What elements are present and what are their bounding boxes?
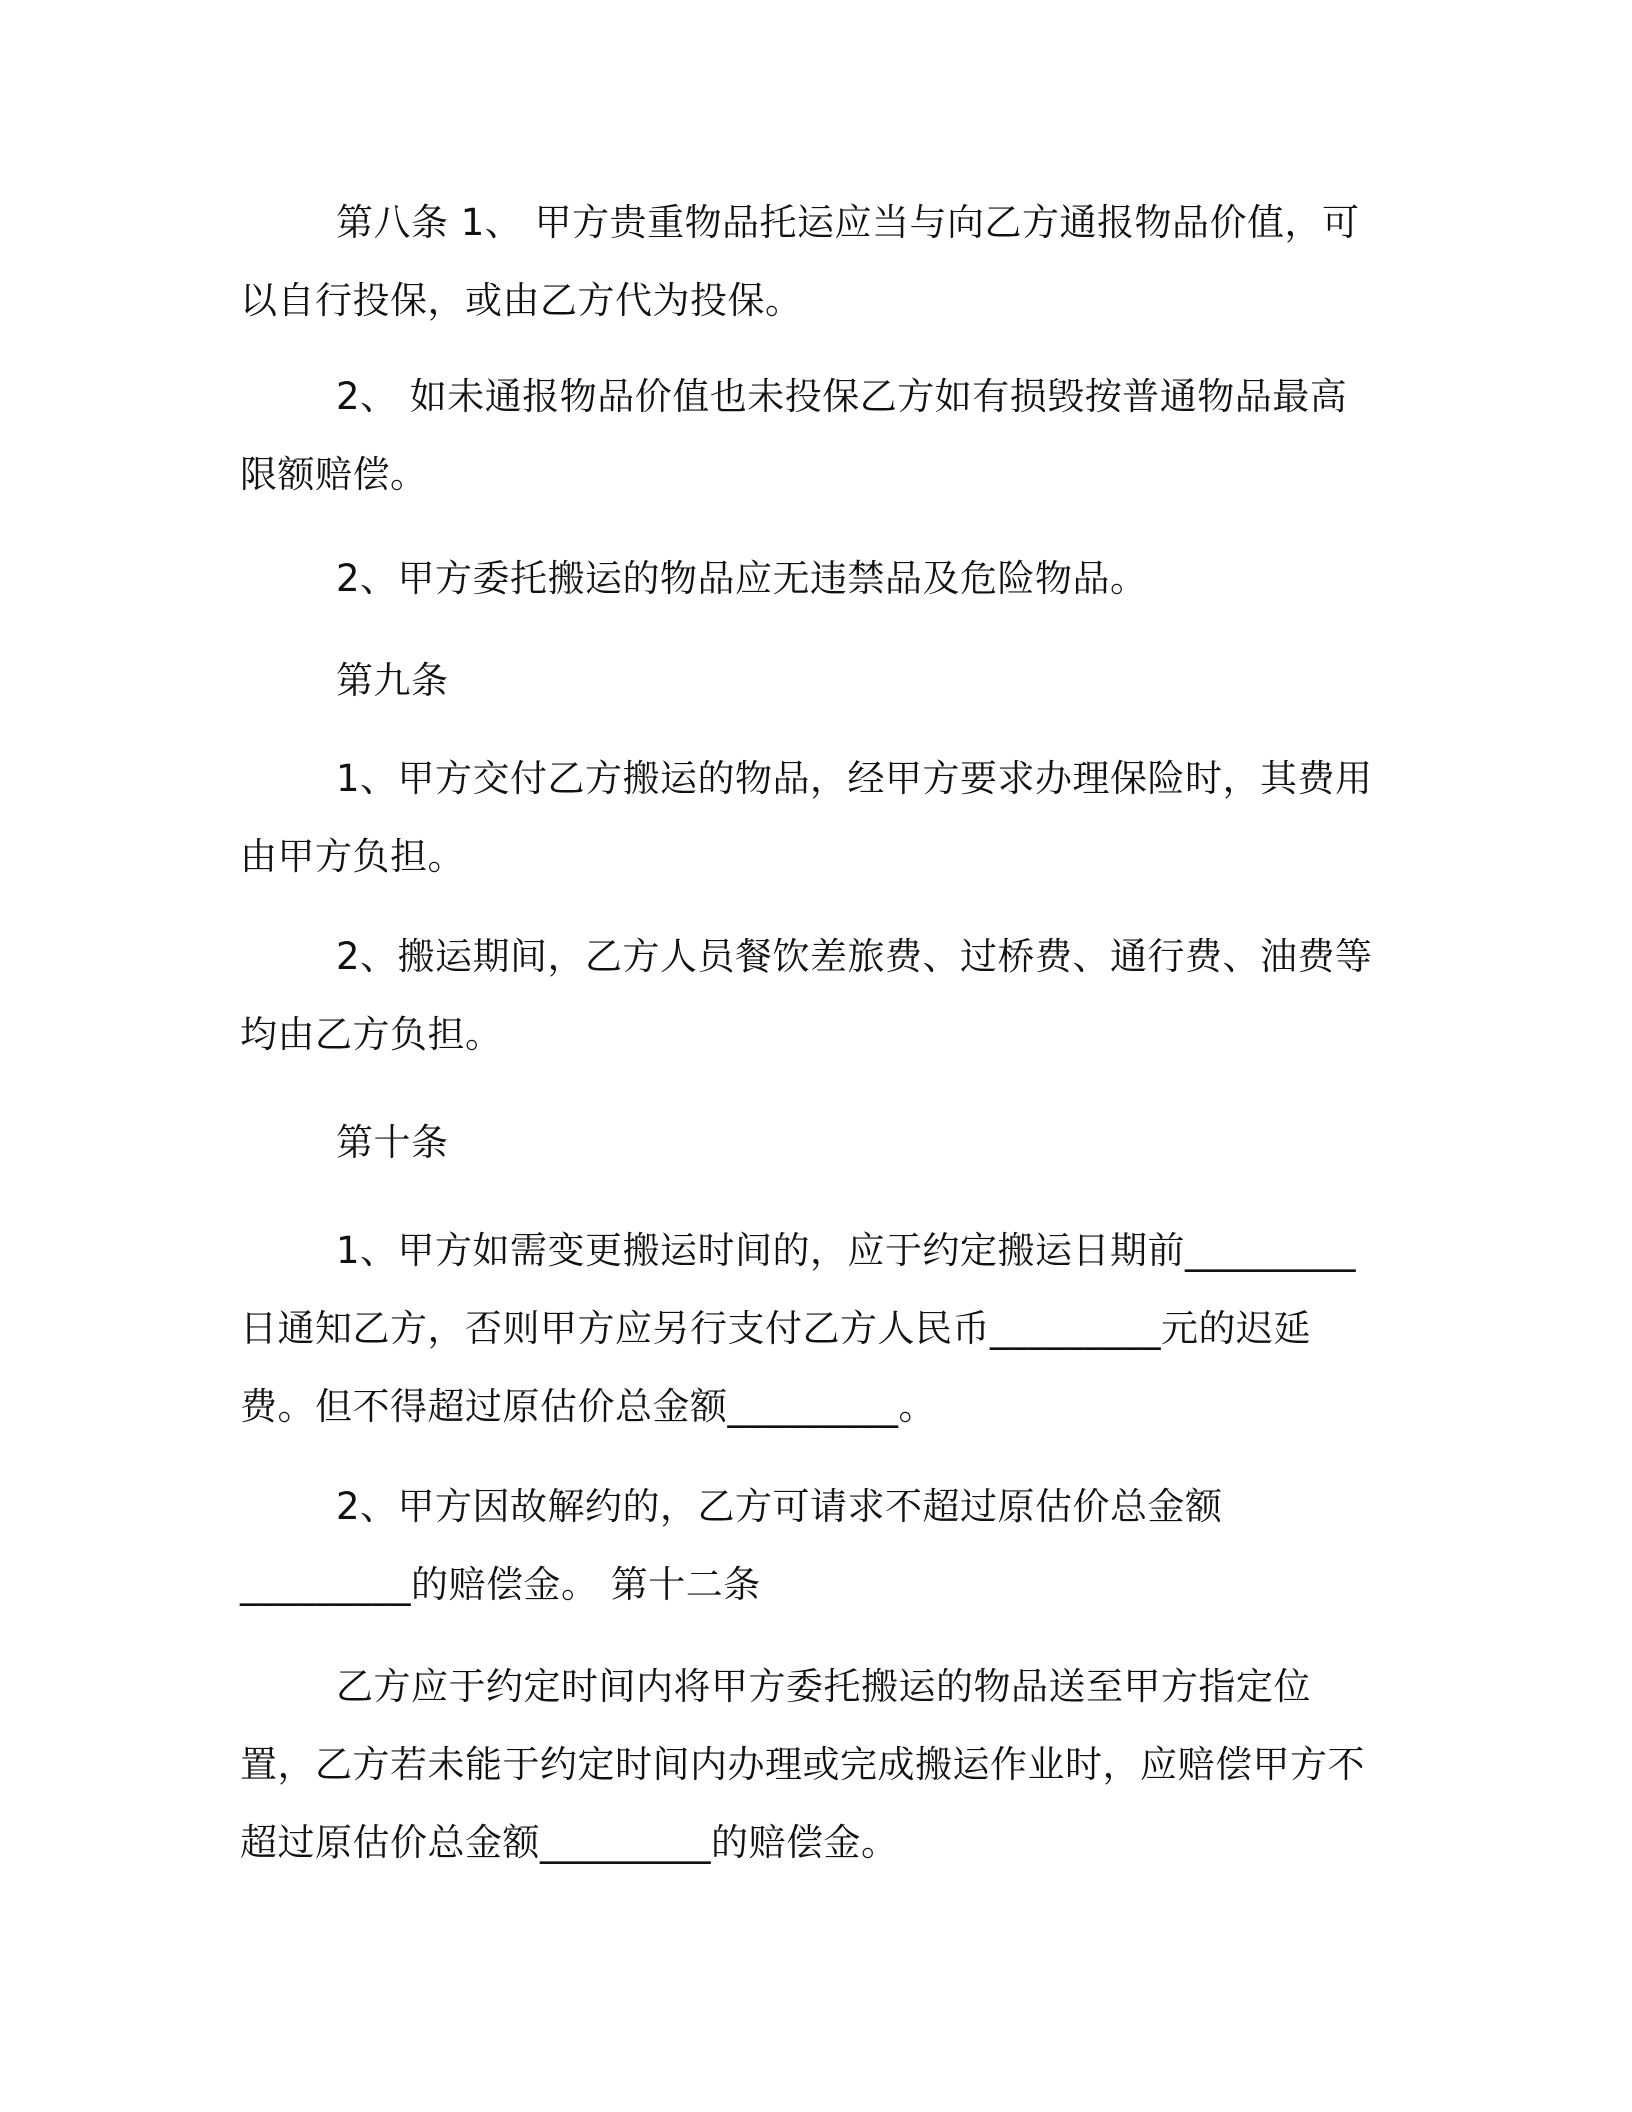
- paragraph-article-12: 乙方应于约定时间内将甲方委托搬运的物品送至甲方指定位置，乙方若未能于约定时间内办理或完成搬运作业时，应赔偿甲方不超过原估价总金额_________的赔偿金。: [240, 1665, 1365, 1864]
- paragraph-article-8-item-1: 第八条 1、 甲方贵重物品托运应当与向乙方通报物品价值，可以自行投保，或由乙方代为投保。: [240, 201, 1360, 322]
- paragraph-article-10-item-2: 2、甲方因故解约的，乙方可请求不超过原估价总金额_________的赔偿金。 第十二条: [240, 1485, 1223, 1606]
- paragraph-article-9-item-1: 1、甲方交付乙方搬运的物品，经甲方要求办理保险时，其费用由甲方负担。: [240, 757, 1373, 878]
- paragraph-article-8-item-2b: 2、甲方委托搬运的物品应无违禁品及危险物品。: [336, 557, 1148, 600]
- paragraph-article-10-item-1: 1、甲方如需变更搬运时间的，应于约定搬运日期前_________日通知乙方，否则甲方应另行支付乙方人民币_________元的迟延费。但不得超过原估价总金额_________。: [240, 1229, 1357, 1428]
- paragraph-article-9-item-2: 2、搬运期间，乙方人员餐饮差旅费、过桥费、通行费、油费等均由乙方负担。: [240, 935, 1373, 1056]
- heading-article-10: 第十条: [336, 1121, 449, 1164]
- heading-article-9: 第九条: [336, 659, 449, 702]
- paragraph-article-8-item-2: 2、 如未通报物品价值也未投保乙方如有损毁按普通物品最高限额赔偿。: [240, 375, 1348, 496]
